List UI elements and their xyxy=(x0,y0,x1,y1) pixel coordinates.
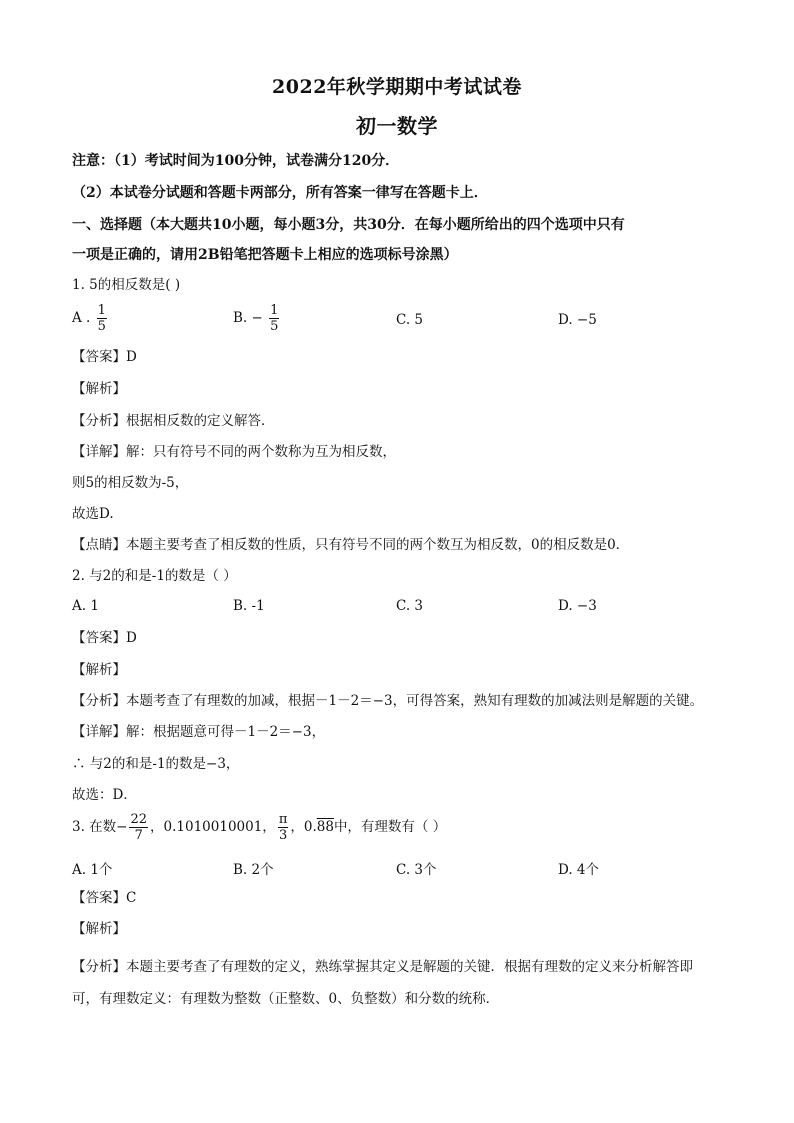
q1-stem: 1. 5的相反数是( ) xyxy=(72,277,181,293)
q3-fenxi-line-1: 【分析】本题主要考查了有理数的定义，熟练掌握其定义是解题的关键．根据有理数的定义来分析解答即 xyxy=(72,959,693,975)
note-line-2: （2）本试卷分试题和答题卡两部分，所有答案一律写在答题卡上． xyxy=(72,185,488,201)
q2-analysis-heading: 【解析】 xyxy=(72,662,126,678)
fraction-denominator: 5 xyxy=(97,319,106,334)
fraction-numerator: π xyxy=(278,812,288,827)
q1-option-d: D. −5 xyxy=(558,312,597,328)
q3-answer: 【答案】C xyxy=(72,890,137,906)
q3-analysis-heading: 【解析】 xyxy=(72,921,126,937)
q3-option-c: C. 3个 xyxy=(396,862,437,878)
q2-option-c: C. 3 xyxy=(396,598,424,614)
q3-stem xyxy=(72,812,734,843)
q2-fenxi: 【分析】本题考查了有理数的加减，根据－1－2＝−3，可得答案，熟知有理数的加减法则是解题的关键。 xyxy=(72,693,704,709)
q2-stem: 2. 与2的和是-1的数是（ ） xyxy=(72,568,237,584)
q2-option-b: B. -1 xyxy=(233,598,265,614)
q1-option-b xyxy=(233,303,281,334)
q1-fenxi: 【分析】根据相反数的定义解答． xyxy=(72,413,275,429)
q1-option-b-fraction xyxy=(269,303,279,334)
section-heading-line-1: 一、选择题（本大题共10小题，每小题3分，共30分．在每小题所给出的四个选项中只有 xyxy=(72,217,625,233)
q3-option-a: A. 1个 xyxy=(72,862,113,878)
q3-stem-pre: 3. 在数− xyxy=(72,819,128,835)
q1-answer: 【答案】D xyxy=(72,349,137,365)
page-title: 2022年秋学期期中考试试卷 xyxy=(272,76,522,98)
q3-stem-mid1: ，0.1010010001， xyxy=(150,819,276,835)
q1-choose: 故选D. xyxy=(72,506,114,522)
q1-xiangjie: 【详解】解：只有符号不同的两个数称为互为相反数， xyxy=(72,444,396,460)
q2-therefore: ∴ 与2的和是-1的数是−3， xyxy=(72,756,240,772)
fraction-numerator: 22 xyxy=(130,812,148,827)
q3-fraction-22-7 xyxy=(129,812,148,843)
q2-xiangjie: 【详解】解：根据题意可得－1－2＝−3， xyxy=(72,724,326,740)
q1-option-c: C. 5 xyxy=(396,312,424,328)
fraction-denominator: 7 xyxy=(134,828,143,843)
q1-dianjing: 【点睛】本题主要考查了相反数的性质，只有符号不同的两个数互为相反数，0的相反数是0． xyxy=(72,537,630,553)
q1-option-a xyxy=(72,303,109,334)
q1-step: 则5的相反数为-5， xyxy=(72,475,189,491)
q3-fraction-pi-3 xyxy=(278,812,289,843)
section-heading-line-2: 一项是正确的，请用2B铅笔把答题卡上相应的选项标号涂黑） xyxy=(72,247,458,263)
q3-fenxi-line-2: 可，有理数定义：有理数为整数（正整数、0、负整数）和分数的统称． xyxy=(72,991,500,1007)
q2-option-d: D. −3 xyxy=(558,598,597,614)
q2-option-a: A. 1 xyxy=(72,598,99,614)
q2-choose: 故选：D． xyxy=(72,787,137,803)
note-line-1: 注意：（1）考试时间为100分钟，试卷满分120分． xyxy=(72,153,400,169)
fraction-denominator: 3 xyxy=(278,828,288,843)
q3-option-b: B. 2个 xyxy=(233,862,274,878)
q1-option-b-label: B. − xyxy=(233,310,263,326)
fraction-denominator: 5 xyxy=(270,319,279,334)
q1-option-a-label: A . xyxy=(72,310,91,326)
q1-option-a-fraction xyxy=(97,303,107,334)
q2-answer: 【答案】D xyxy=(72,630,137,646)
fraction-numerator: 1 xyxy=(270,303,279,318)
q3-stem-mid2: ，0. xyxy=(290,819,317,835)
q1-analysis-heading: 【解析】 xyxy=(72,381,126,397)
q3-stem-post: 中，有理数有（ ） xyxy=(333,819,447,835)
page-subtitle: 初一数学 xyxy=(356,114,438,138)
fraction-numerator: 1 xyxy=(97,303,106,318)
q3-repeating-decimal: 88 xyxy=(316,819,334,835)
q3-option-d: D. 4个 xyxy=(558,862,600,878)
